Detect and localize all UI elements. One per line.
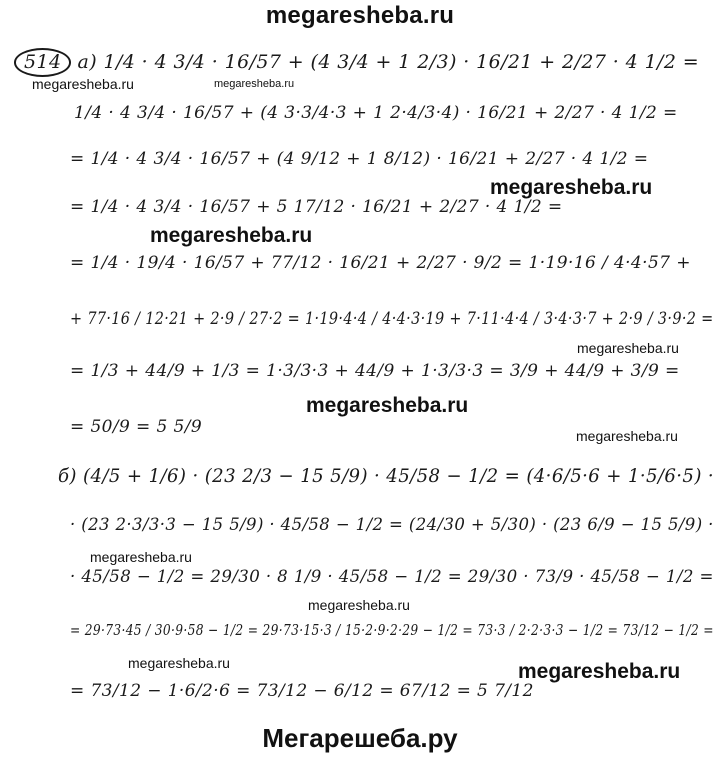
watermark: megaresheba.ru bbox=[128, 655, 230, 671]
math-line bbox=[14, 48, 699, 77]
watermark: megaresheba.ru bbox=[576, 428, 678, 444]
watermark: megaresheba.ru bbox=[32, 76, 134, 92]
part-label: б) bbox=[58, 465, 77, 487]
math-line: = 1/3 + 44/9 + 1/3 = 1·3/3·3 + 44/9 + 1·3/3·3 = 3/9 + 44/9 + 3/9 = bbox=[70, 361, 680, 381]
math-line: = 1/4 · 4 3/4 · 16/57 + (4 9/12 + 1 8/12) · 16/21 + 2/27 · 4 1/2 = bbox=[70, 149, 649, 169]
site-header[interactable]: megaresheba.ru bbox=[265, 2, 455, 29]
math-line: = 50/9 = 5 5/9 bbox=[70, 417, 203, 437]
watermark: megaresheba.ru bbox=[518, 660, 681, 683]
watermark: megaresheba.ru bbox=[577, 340, 679, 356]
math-line: = 29·73·45 / 30·9·58 − 1/2 = 29·73·15·3 / 15·2·9·2·29 − 1/2 = 73·3 / 2·2·3·3 − 1/2 = 73/12 − 1/2 = bbox=[70, 621, 714, 639]
watermark: megaresheba.ru bbox=[490, 176, 653, 199]
math-line: 1/4 · 4 3/4 · 16/57 + (4 3·3/4·3 + 1 2·4/3·4) · 16/21 + 2/27 · 4 1/2 = bbox=[74, 103, 678, 123]
math-line: + 77·16 / 12·21 + 2·9 / 27·2 = 1·19·4·4 / 4·4·3·19 + 7·11·4·4 / 3·4·3·7 + 2·9 / 3·9·2 = bbox=[70, 309, 714, 329]
watermark: megaresheba.ru bbox=[90, 549, 192, 565]
site-footer[interactable]: Мегарешеба.ру bbox=[262, 723, 458, 753]
math-line: · 45/58 − 1/2 = 29/30 · 8 1/9 · 45/58 − 1/2 = 29/30 · 73/9 · 45/58 − 1/2 = bbox=[70, 567, 714, 587]
part-label: а) bbox=[77, 51, 98, 73]
math-line-text: 1/4 · 4 3/4 · 16/57 + (4 3/4 + 1 2/3) · 16/21 + 2/27 · 4 1/2 = bbox=[103, 51, 700, 73]
problem-number: 514 bbox=[14, 48, 71, 77]
watermark: megaresheba.ru bbox=[308, 597, 410, 613]
watermark: megaresheba.ru bbox=[306, 394, 469, 417]
math-line-text: (4/5 + 1/6) · (23 2/3 − 15 5/9) · 45/58 − 1/2 = (4·6/5·6 + 1·5/6·5) · bbox=[83, 465, 715, 487]
math-line: · (23 2·3/3·3 − 15 5/9) · 45/58 − 1/2 = (24/30 + 5/30) · (23 6/9 − 15 5/9) · bbox=[70, 515, 714, 535]
math-line: = 1/4 · 19/4 · 16/57 + 77/12 · 16/21 + 2/27 · 9/2 = 1·19·16 / 4·4·57 + bbox=[70, 253, 691, 273]
math-line: = 1/4 · 4 3/4 · 16/57 + 5 17/12 · 16/21 + 2/27 · 4 1/2 = bbox=[70, 197, 563, 217]
math-line bbox=[58, 466, 714, 487]
watermark: megaresheba.ru bbox=[214, 78, 295, 90]
math-line: = 73/12 − 1·6/2·6 = 73/12 − 6/12 = 67/12 = 5 7/12 bbox=[70, 681, 534, 701]
watermark: megaresheba.ru bbox=[150, 224, 313, 247]
